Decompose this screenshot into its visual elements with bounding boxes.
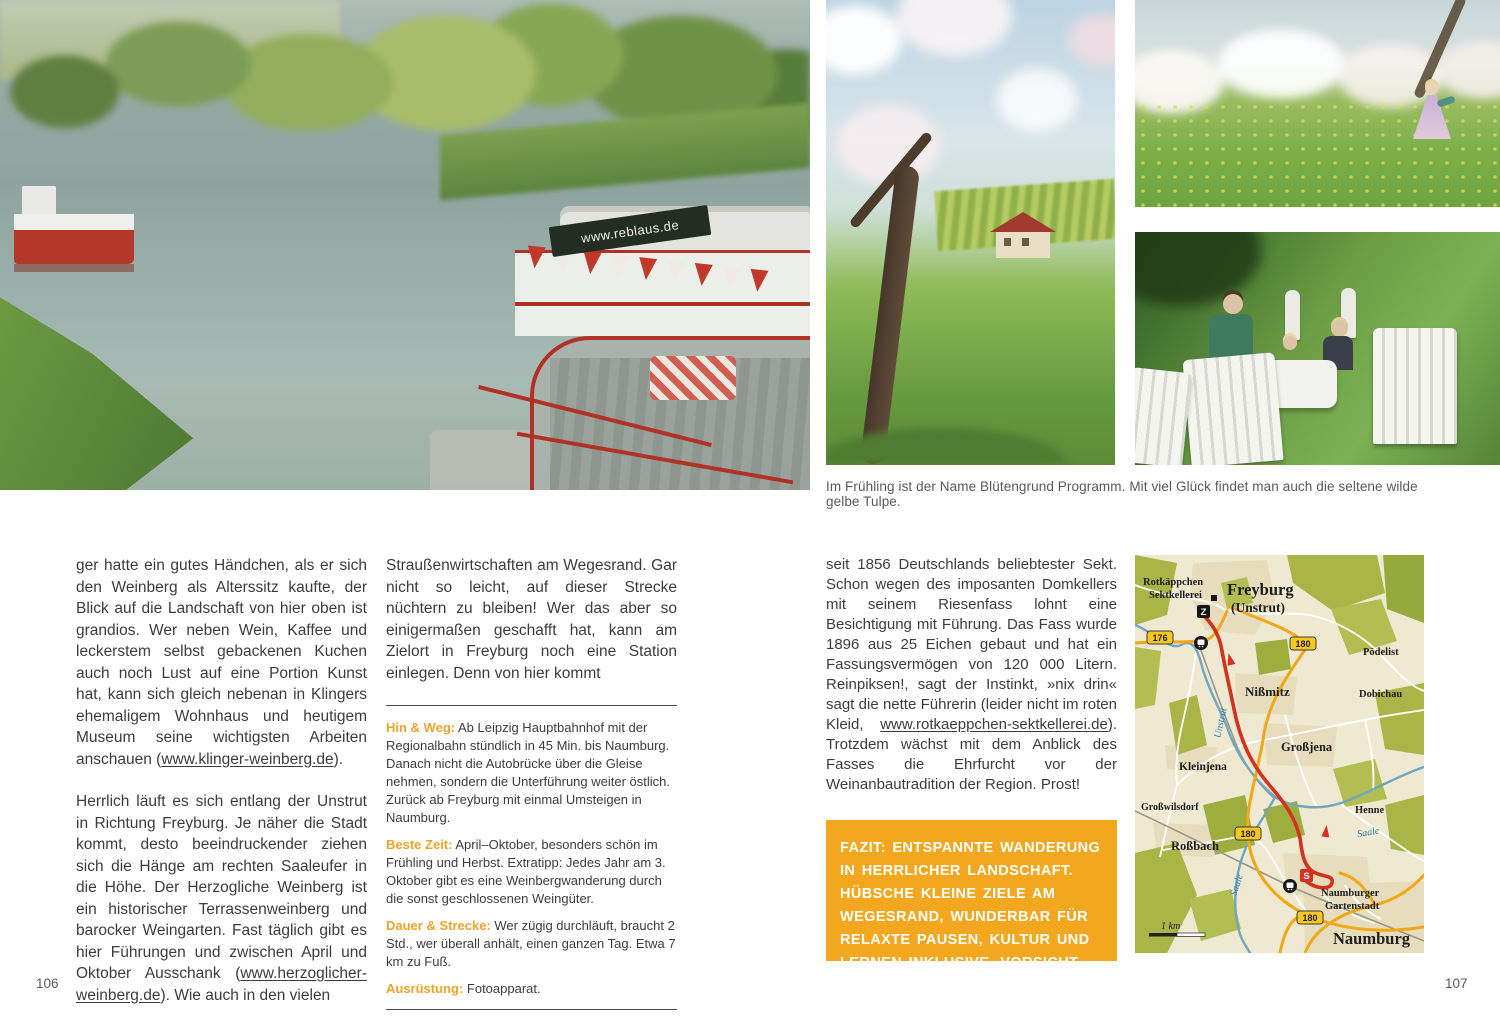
route-map — [1135, 555, 1424, 953]
map-label-henne: Henne — [1355, 805, 1385, 816]
map-label-poedelist: Pödelist — [1363, 647, 1399, 658]
link-klinger-weinberg[interactable]: www.klinger-weinberg.de — [161, 750, 334, 768]
info-label: Hin & Weg: — [386, 720, 456, 735]
paragraph-text: ). Trotzdem wächst mit dem Anblick des Fasses die Ehrfurcht vor der Weinanbautradition der Region. Prost! — [826, 716, 1117, 793]
white-pillar — [1285, 290, 1300, 340]
woman-head — [1223, 294, 1243, 314]
map-label-grossjena: Großjena — [1281, 740, 1333, 754]
map-label-naumburg: Naumburg — [1333, 929, 1411, 948]
sektkellerei-poi-icon — [1211, 595, 1217, 601]
river-bank — [440, 85, 810, 215]
info-item — [386, 917, 677, 971]
paragraph: Straußenwirtschaften am Wegesrand. Gar nicht so leicht, auf dieser Strecke nüchtern zu bleiben! Wer das aber so einigermaßen geschafft hat, kann am Zielort in Freyburg noch eine Station einlegen. Denn von hier kommt — [386, 557, 677, 682]
boat-url-text: www.reblaus.de — [580, 216, 680, 246]
svg-text:176: 176 — [1152, 633, 1168, 643]
map-label-kleinjena: Kleinjena — [1179, 761, 1227, 773]
photo-meadow-girl — [1135, 0, 1500, 207]
svg-text:180: 180 — [1295, 639, 1311, 649]
paragraph — [76, 555, 367, 770]
svg-text:1 km: 1 km — [1161, 921, 1181, 932]
blossom-branches — [826, 0, 1115, 280]
text-column-middle — [386, 555, 677, 1010]
red-ferry — [14, 186, 134, 278]
grass-bank — [0, 255, 420, 490]
info-item — [386, 719, 677, 827]
checkered-table — [650, 356, 736, 400]
info-item — [386, 836, 677, 908]
photo-garden-table — [1135, 232, 1500, 465]
garden-chair — [1373, 328, 1457, 444]
info-label: Beste Zeit: — [386, 837, 453, 852]
road-badge-180 — [1297, 911, 1323, 924]
road-badge-176 — [1147, 631, 1173, 644]
info-text: April–Oktober, besonders schön im Frühling und Herbst. Extratipp: Jedes Jahr am 3. Oktober gibt es eine Weinbergwanderung durch die sonst geschlossenen Weingüter. — [386, 837, 666, 906]
woman-torso — [1209, 314, 1253, 360]
foreground-grass — [826, 395, 1115, 465]
info-label: Dauer & Strecke: — [386, 918, 491, 933]
road-badge-180 — [1235, 827, 1261, 840]
map-label-saale-left: Saale — [1228, 873, 1246, 898]
text-column-left — [76, 555, 367, 1025]
info-item — [386, 980, 677, 998]
link-herzoglicher-weinberg[interactable]: www.herzoglicher-weinberg.de — [76, 965, 367, 1004]
route-start-marker — [1300, 869, 1313, 882]
restaurant-boat — [455, 198, 810, 490]
link-rotkaeppchen-sektkellerei[interactable]: www.rotkaeppchen-sektkellerei.de — [880, 716, 1108, 733]
fazit-box: FAZIT: ENTSPANNTE WANDERUNG IN HERRLICHER LANDSCHAFT. HÜBSCHE KLEINE ZIELE AM WEGESRAND, WUNDERBAR FÜR RELAXTE PAUSEN, KULTUR UND LERNEN INKLUSIVE. VORSICHT ALKOHOL! — [826, 820, 1117, 961]
info-text: Wer zügig durchläuft, braucht 2 Std., wer überall anhält, einen ganzen Tag. Etwa 7 km zu Fuß. — [386, 918, 676, 969]
photo-orchard-blossom — [826, 0, 1115, 465]
paragraph — [826, 555, 1117, 795]
road-badge-180 — [1290, 637, 1316, 650]
svg-text:180: 180 — [1240, 829, 1256, 839]
child-head — [1331, 320, 1348, 337]
svg-text:S: S — [1303, 871, 1310, 882]
paragraph-text: Herrlich läuft es sich entlang der Unstrut in Richtung Freyburg. Je näher die Stadt kommt, desto beeindruckender ziehen sich die Hänge am rechten Saaleufer in die Höhe. Der Herzogliche Weinberg ist ein historischer Terrassenweinberg und barocker Weingarten. Fast täglich gibt es hier Führungen und zwischen April und Oktober Ausschank ( — [76, 793, 367, 982]
info-text: Fotoapparat. — [463, 981, 541, 996]
svg-text:Z: Z — [1200, 607, 1207, 618]
train-station-icon — [1194, 636, 1208, 650]
map-label-freyburg: Freyburg — [1227, 580, 1294, 599]
map-label-gartenstadt-2: Gartenstadt — [1325, 901, 1380, 912]
photo-caption: Im Frühling ist der Name Blütengrund Programm. Mit viel Glück findet man auch die seltene wilde gelbe Tulpe. — [826, 479, 1418, 509]
paragraph-text: ger hatte ein gutes Händchen, als er sich den Weinberg als Alterssitz kaufte, der Blick auf die Landschaft von hier oben ist grandios. Wer neben Wein, Kaffee und leckerstem selbst gebackenen Kuchen auch noch Lust auf eine Portion Kunst hat, kann sich gleich nebenan in Klingers ehemaligem Wohnhaus und heutigem Museum seine wichtigsten Arbeiten anschauen ( — [76, 557, 367, 768]
map-label-saale-right: Saale — [1356, 825, 1381, 841]
map-label-grosswilsdorf: Großwilsdorf — [1141, 802, 1199, 813]
page-number-left: 106 — [36, 976, 59, 991]
svg-text:180: 180 — [1302, 913, 1318, 923]
garden-chair — [1182, 352, 1283, 465]
paragraph-text: ). Wie auch in den vielen — [160, 986, 331, 1004]
text-column-right — [826, 555, 1117, 816]
garden-chair — [1135, 367, 1192, 465]
info-text: Ab Leipzig Hauptbahnhof mit der Regionalbahn stündlich in 45 Min. bis Naumburg. Danach nicht die Autobrücke über die Gleise nehmen, sondern die Unterführung weiter östlich. Zurück ab Freyburg mit einmal Umsteigen in Naumburg. — [386, 720, 670, 825]
map-label-rossbach: Roßbach — [1171, 839, 1219, 853]
toddler-head — [1283, 336, 1297, 350]
map-label-sektkellerei: Sektkellerei — [1149, 590, 1202, 601]
page-number-right: 107 — [1445, 976, 1468, 991]
map-label-dobichau: Dobichau — [1359, 689, 1403, 700]
map-label-unstrut-sub: (Unstrut) — [1231, 600, 1285, 615]
practical-info-box — [386, 705, 677, 1010]
paragraph-text: seit 1856 Deutschlands beliebtester Sekt. Schon wegen des imposanten Domkellers mit seinem Riesenfass lohnt eine Besichtigung mit Führung. Das Fass wurde 1896 aus 25 Eichen gebaut und hat ein Fassungsvermögen von 120 000 Litern. Reinpiksen!, sagt der Instinkt, »nix drin« sagt die nette Führerin (leider nicht im roten Kleid, — [826, 556, 1117, 733]
paragraph — [76, 791, 367, 1006]
paragraph-text: ). — [333, 750, 344, 768]
route-end-marker — [1197, 605, 1210, 618]
girl-figure — [1411, 82, 1457, 152]
train-station-icon — [1283, 879, 1297, 893]
info-label: Ausrüstung: — [386, 981, 464, 996]
map-label-rotkaeppchen: Rotkäppchen — [1143, 577, 1204, 588]
map-label-nissmitz: Nißmitz — [1245, 684, 1290, 699]
photo-river-boats — [0, 0, 810, 490]
map-label-unstrut-river: Unstrut — [1212, 706, 1230, 740]
map-label-gartenstadt-1: Naumburger — [1321, 888, 1380, 899]
